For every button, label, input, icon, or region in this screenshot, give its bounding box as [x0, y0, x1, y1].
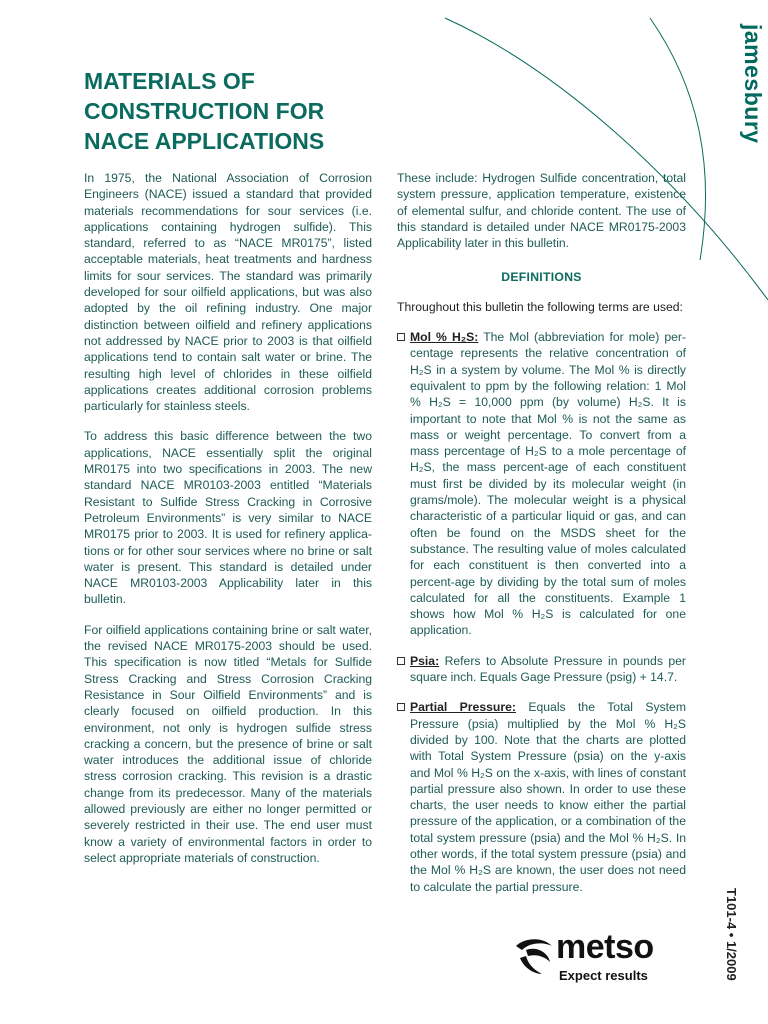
checkbox-bullet-icon — [397, 703, 405, 711]
definitions-lead: Throughout this bulletin the following terms are used: — [397, 299, 683, 314]
brand-vertical-label: jamesbury — [740, 24, 766, 144]
checkbox-bullet-icon — [397, 657, 405, 665]
body-paragraph: For oilfield applications containing brine or salt water, the revised NACE MR0175-2003 should be used. This specification is now titled “Metals for Sulfide Stress Cracking and Stress Corrosion Cracking Resistance in Sour Oilfield Environments” and is clearly focused on oilfield production. In this environment, not only is hydrogen sulfide stress cracking a concern, but the presence of brine or salt water introduces the additional issue of chloride stress corrosion cracking. This revision is a drastic change from its predecessor. Many of the materials allowed previously are either no longer permitted or severely restricted in their use. The end user must know a variety of environmental factors in order to select appropriate materials of construction. — [84, 622, 372, 865]
checkbox-bullet-icon — [397, 333, 405, 341]
definition-text: Equals the Total System Pressure (psia) multiplied by the Mol % H₂S divided by 100. Note that the charts are plotted with Total System Pressure (psia) on the y-axis and Mol % H₂S on the x-axis, with lines of constant partial pressure also shown. In order to use these charts, the user needs to know either the partial pressure of the application, or a combination of the total system pressure (psia) and the Mol % H₂S. In other words, if the total system pressure (psia) and the Mol % H₂S are known, the user does not need to calculate the partial pressure. — [410, 700, 686, 894]
definitions-heading: DEFINITIONS — [501, 270, 582, 285]
metso-logo — [512, 928, 672, 988]
left-column — [84, 170, 372, 880]
page-title: MATERIALS OF CONSTRUCTION FOR NACE APPLICATIONS — [84, 68, 325, 154]
definition-label: Psia: — [410, 653, 440, 668]
definition-text: Refers to Absolute Pressure in pounds per square inch. Equals Gage Pressure (psig) + 14.7. — [410, 653, 686, 685]
right-column — [397, 170, 686, 909]
intro-paragraph: These include: Hydrogen Sulfide concentration, total system pressure, application temperature, existence of elemental sulfur, and chloride content. The use of this standard is detailed under NACE MR0175-2003 Applicability later in this bulletin. — [397, 171, 686, 251]
document-code: T101-4 • 1/2009 — [724, 888, 739, 981]
body-paragraph: To address this basic difference between the two applications, NACE essentially split the original MR0175 into two specifications in 2003. The new standard NACE MR0103-2003 entitled “Materials Resistant to Sulfide Stress Cracking in Corrosive Petroleum Environments” is very similar to NACE MR0175 prior to 2003. It is used for refinery applica-tions or for other sour services where no brine or salt water is present. This standard is detailed under NACE MR0103-2003 Applicability later in this bulletin. — [84, 429, 372, 607]
definition-label: Partial Pressure: — [410, 700, 516, 715]
definition-label: Mol % H₂S: — [410, 330, 479, 345]
definition-mol-percent — [397, 329, 686, 639]
definition-psia — [397, 653, 686, 686]
body-paragraph: In 1975, the National Association of Corrosion Engineers (NACE) issued a standard that provided materials recommendations for sour services (i.e. applications containing hydrogen sulfide). This standard, referred to as “NACE MR0175”, listed acceptable materials, heat treatments and hardness limits for sour services. The standard was primarily developed for sour oilfield applications, but was also adopted by the oil refining industry. One major distinction between oilfield and refinery applications not addressed by NACE prior to 2003 is that oilfield applications tend to contain salt water or brine. The resulting high level of chlorides in these oilfield applications creates additional corrosion problems particularly for stainless steels. — [84, 171, 372, 414]
definition-text: The Mol (abbreviation for mole) per-centage represents the relative concentration of H₂S in a system by volume. The Mol % is directly equivalent to ppm by the following relation: 1 Mol % H₂S = 10,000 ppm (by volume) H₂S. It is important to note that Mol % is not the same as mass or weight percentage. To convert from a mass percentage of H₂S to a mole percentage of H₂S, the mass percent-age of each constituent must first be divided by its molecular weight (in grams/mole). The molecular weight is a physical characteristic of a particular liquid or gas, and can often be found on the MSDS sheet for the substance. The resulting value of moles calculated for each constituent is then converted into a percent-age by dividing by the total sum of moles calculated for all the constituents. Example 1 shows how Mol % H₂S is calculated for one application. — [410, 330, 686, 638]
metso-swirl-icon — [512, 934, 556, 978]
logo-wordmark: metso — [556, 928, 654, 966]
logo-tagline: Expect results — [559, 968, 648, 983]
definition-partial-pressure — [397, 699, 686, 895]
